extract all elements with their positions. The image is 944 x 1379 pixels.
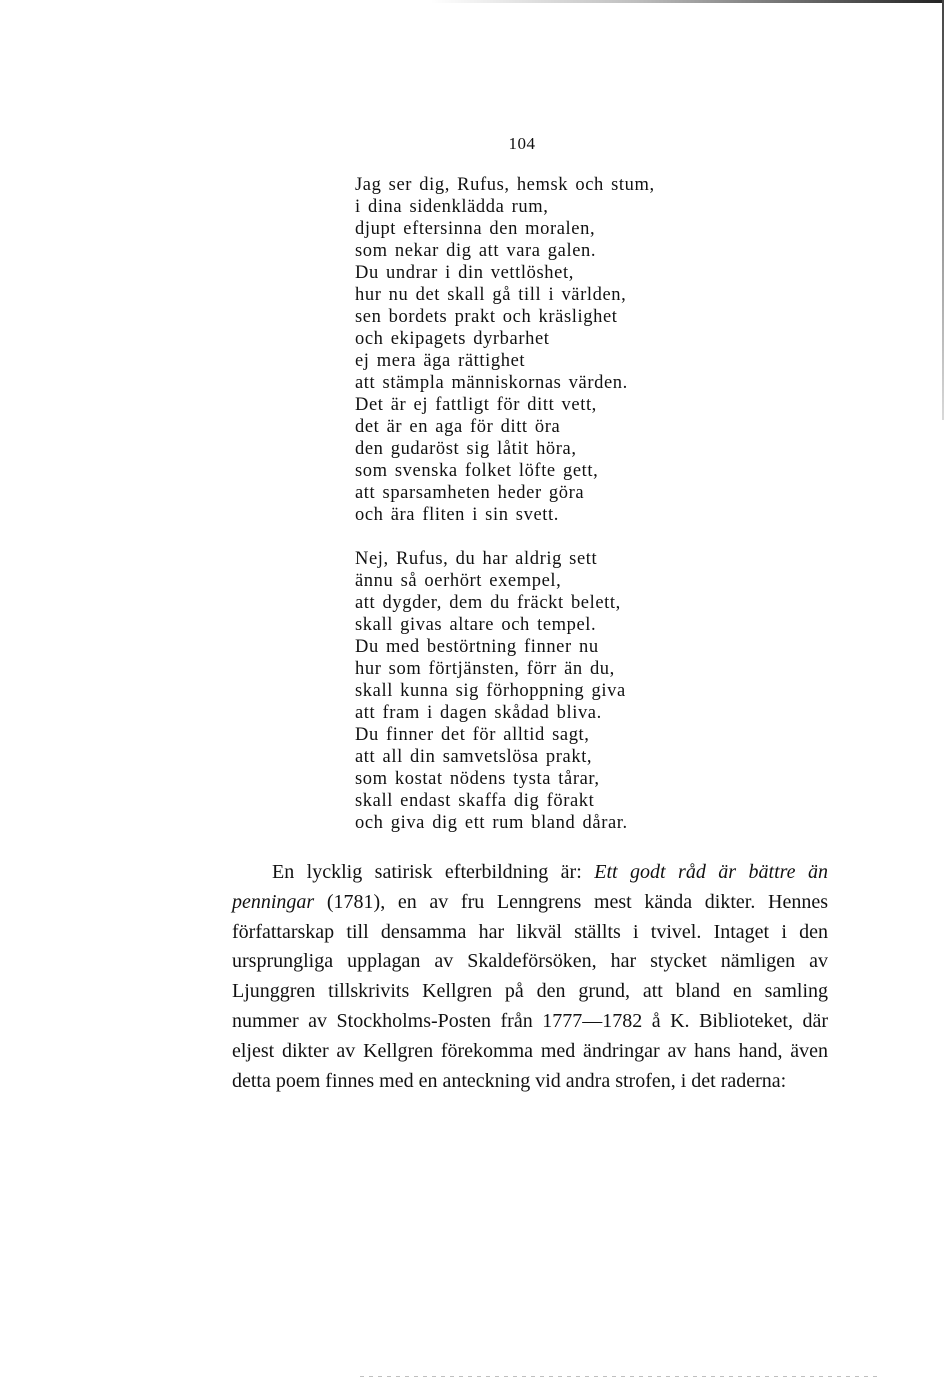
verse-line: och ekipagets dyrbarhet <box>355 329 550 349</box>
verse-line: som nekar dig att vara galen. <box>355 241 597 261</box>
verse-line: skall givas altare och tempel. <box>355 615 597 635</box>
verse-line: att fram i dagen skådad bliva. <box>355 703 602 723</box>
poem-stanza-2 <box>355 548 775 834</box>
verse-line: sen bordets prakt och kräslighet <box>355 307 618 327</box>
verse-line: att stämpla människornas värden. <box>355 373 628 393</box>
verse-line: att sparsamheten heder göra <box>355 483 585 503</box>
page-number: 104 <box>508 134 536 153</box>
verse-line: Jag ser dig, Rufus, hemsk och stum, <box>355 175 655 195</box>
verse-line: den gudaröst sig låtit höra, <box>355 439 577 459</box>
scan-edge-top <box>430 0 944 3</box>
verse-line: hur nu det skall gå till i världen, <box>355 285 627 305</box>
verse-line: och giva dig ett rum bland dårar. <box>355 813 628 833</box>
prose-section <box>232 858 828 1096</box>
verse-line: i dina sidenklädda rum, <box>355 197 549 217</box>
verse-line: djupt eftersinna den moralen, <box>355 219 596 239</box>
scan-edge-bottom <box>360 1376 880 1377</box>
verse-line: Du finner det för alltid sagt, <box>355 725 590 745</box>
verse-line: Du med bestörtning finner nu <box>355 637 599 657</box>
verse-line: Nej, Rufus, du har aldrig sett <box>355 549 598 569</box>
verse-line: Det är ej fattligt för ditt vett, <box>355 395 597 415</box>
verse-line: ännu så oerhört exempel, <box>355 571 562 591</box>
poem-stanza-1 <box>355 174 775 526</box>
verse-line: och ära fliten i sin svett. <box>355 505 559 525</box>
verse-line: hur som förtjänsten, förr än du, <box>355 659 615 679</box>
verse-line: det är en aga för ditt öra <box>355 417 561 437</box>
verse-line: att all din samvetslösa prakt, <box>355 747 593 767</box>
verse-line: skall endast skaffa dig förakt <box>355 791 595 811</box>
poem <box>355 174 775 834</box>
verse-line: ej mera äga rättighet <box>355 351 526 371</box>
verse-line: som svenska folket löfte gett, <box>355 461 599 481</box>
prose-body: (1781), en av fru Lenngrens mest kända dikter. Hennes författarskap till densamma har likväl ställts i tvivel. Intaget i den ursprungliga upplagan av Skaldeförsöken, har stycket nämligen av Ljunggren tillskrivits Kellgren på den grund, att bland en samling nummer av Stockholms-Posten från 1777—1782 å K. Biblioteket, där eljest dikter av Kellgren förekomma med ändringar av hans hand, även detta poem finnes med en anteckning vid andra strofen, i det raderna: <box>232 890 828 1092</box>
prose-paragraph <box>232 858 828 1096</box>
verse-line: att dygder, dem du fräckt belett, <box>355 593 621 613</box>
poem-title: Ett godt råd är bättre än penningar <box>232 861 829 913</box>
prose-intro: En lycklig satirisk efterbildning är: <box>272 861 595 883</box>
verse-line: som kostat nödens tysta tårar, <box>355 769 600 789</box>
verse-line: Du undrar i din vettlöshet, <box>355 263 574 283</box>
verse-line: skall kunna sig förhoppning giva <box>355 681 626 701</box>
